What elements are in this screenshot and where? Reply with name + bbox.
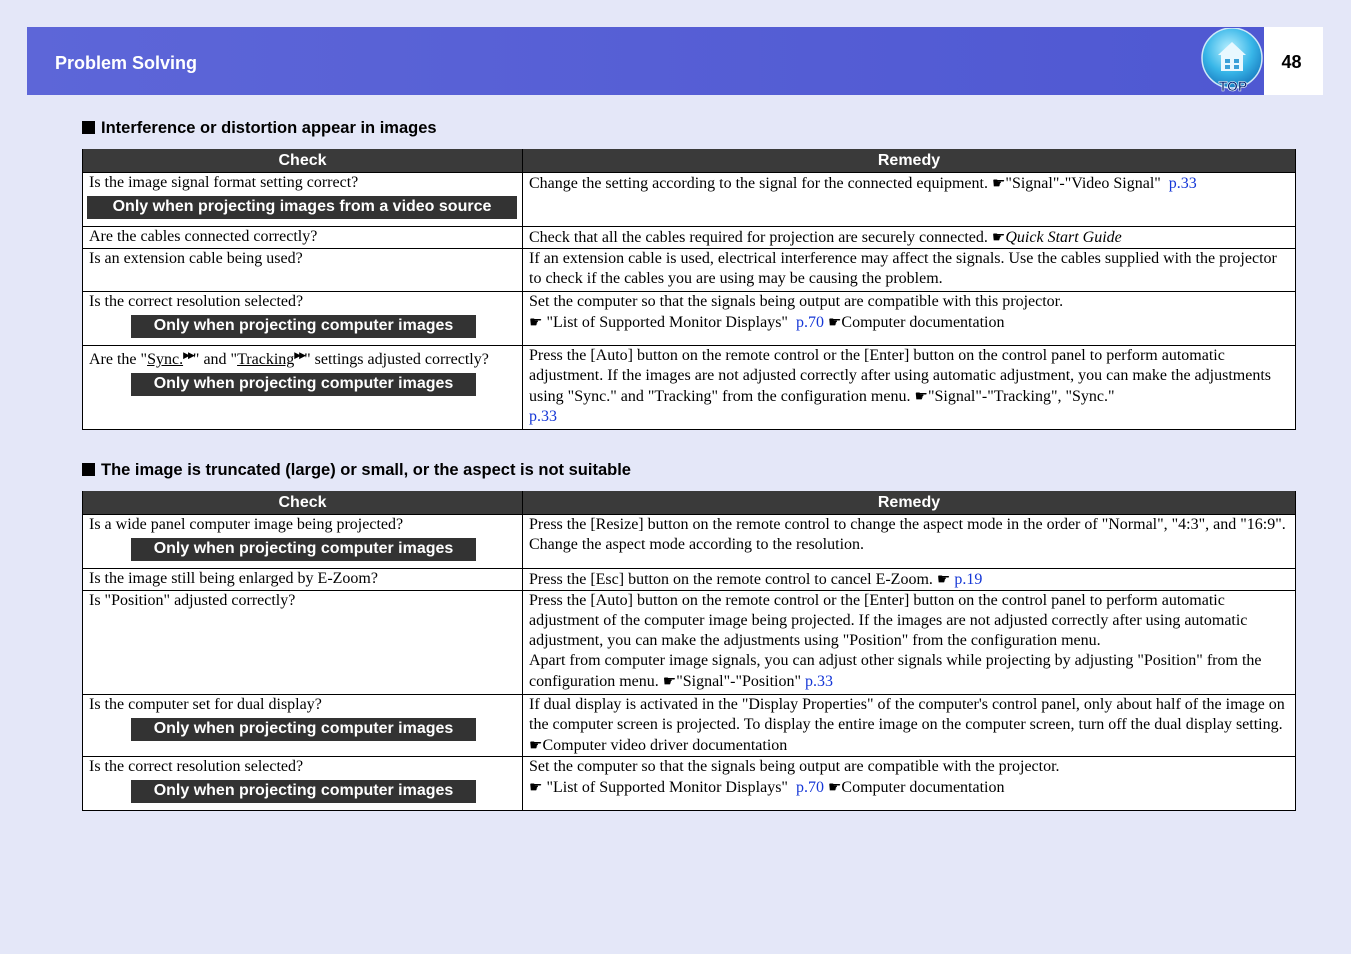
section2-heading-text: The image is truncated (large) or small, or the aspect is not suitable bbox=[101, 461, 631, 479]
remedy-text-2: Apart from computer image signals, you can adjust other signals while projecting by adjusting "Position" from the configuration menu. bbox=[529, 652, 1262, 690]
check-text: Are the "Sync.▶▶" and "Tracking▶▶" settings adjusted correctly? bbox=[89, 351, 489, 368]
condition-badge: Only when projecting computer images bbox=[131, 718, 476, 741]
table-row bbox=[83, 173, 1296, 227]
remedy-ref: "Signal"-"Tracking", "Sync." bbox=[927, 388, 1115, 405]
section1-heading bbox=[82, 119, 437, 138]
sync-glossary-link[interactable]: Sync. bbox=[147, 351, 184, 368]
remedy-text: Press the [Resize] button on the remote control to change the aspect mode in the order of "Normal", "4:3", and "16:9". Change the aspect mode according to the resolution. bbox=[529, 516, 1286, 553]
pointing-hand-icon: ☛ bbox=[827, 778, 842, 796]
check-text: Are the cables connected correctly? bbox=[89, 228, 318, 245]
remedy-text: Change the setting according to the signal for the connected equipment. bbox=[529, 175, 992, 192]
page-link[interactable]: p.33 bbox=[805, 673, 834, 690]
check-text: Is an extension cable being used? bbox=[89, 250, 303, 267]
check-text: Is "Position" adjusted correctly? bbox=[89, 592, 296, 609]
top-house-icon bbox=[1200, 28, 1266, 96]
page-number: 48 bbox=[1281, 52, 1302, 72]
section2-table bbox=[82, 491, 1296, 811]
pointing-hand-icon: ☛ bbox=[529, 313, 543, 331]
double-triangle-icon: ▶▶ bbox=[183, 351, 193, 361]
table-row bbox=[83, 569, 1296, 591]
pointing-hand-icon: ☛ bbox=[914, 387, 928, 405]
pointing-hand-icon: ☛ bbox=[662, 672, 677, 690]
table-row bbox=[83, 227, 1296, 249]
pointing-hand-icon: ☛ bbox=[529, 778, 543, 796]
col-remedy-header: Remedy bbox=[523, 491, 1296, 515]
pointing-hand-icon: ☛ bbox=[827, 313, 842, 331]
remedy-text: Press the [Esc] button on the remote control to cancel E-Zoom. bbox=[529, 571, 937, 588]
check-text: Is the correct resolution selected? bbox=[89, 293, 304, 310]
page-title: Problem Solving bbox=[55, 53, 198, 73]
check-text: Is the computer set for dual display? bbox=[89, 696, 322, 713]
page-number-box bbox=[1264, 27, 1323, 95]
tracking-glossary-link[interactable]: Tracking bbox=[237, 351, 295, 368]
condition-badge: Only when projecting images from a video source bbox=[87, 196, 517, 219]
check-text: Is the correct resolution selected? bbox=[89, 758, 304, 775]
remedy-ref[interactable]: Quick Start Guide bbox=[1005, 229, 1122, 246]
table-row bbox=[83, 249, 1296, 292]
col-remedy-header: Remedy bbox=[523, 149, 1296, 173]
page-link[interactable]: p.33 bbox=[529, 408, 557, 425]
condition-badge: Only when projecting computer images bbox=[131, 373, 476, 396]
double-triangle-icon: ▶▶ bbox=[294, 351, 305, 361]
square-bullet-icon bbox=[82, 121, 95, 134]
page-link[interactable]: p.70 bbox=[795, 779, 824, 796]
pointing-hand-icon: ☛ bbox=[991, 228, 1006, 246]
remedy-text: If dual display is activated in the "Display Properties" of the computer's control panel, only about half of the image on the computer screen is projected. To display the entire image on the computer screen, turn off the dual display setting. bbox=[529, 696, 1285, 733]
remedy-text: Press the [Auto] button on the remote control or the [Enter] button on the control panel to perform automatic adjustment. If the images are not adjusted correctly after using automatic adjustment, you can make the adjustments using "Sync." and "Tracking" from the configuration menu. bbox=[529, 347, 1271, 405]
table-row bbox=[83, 346, 1296, 430]
condition-badge: Only when projecting computer images bbox=[131, 315, 476, 338]
table-row bbox=[83, 292, 1296, 346]
remedy-ref2: Computer documentation bbox=[841, 779, 1005, 796]
col-check-header: Check bbox=[83, 491, 523, 515]
remedy-ref: "Signal"-"Position" bbox=[676, 673, 802, 690]
table-row bbox=[83, 591, 1296, 695]
remedy-text: If an extension cable is used, electrical interference may affect the signals. Use the cables supplied with the projector to check if the cables you are using may be causing the problem. bbox=[529, 250, 1277, 287]
remedy-text: Check that all the cables required for projection are securely connected. bbox=[529, 229, 992, 246]
remedy-ref: Computer video driver documentation bbox=[542, 737, 788, 754]
table-row bbox=[83, 515, 1296, 569]
section2-heading bbox=[82, 461, 631, 480]
condition-badge: Only when projecting computer images bbox=[131, 780, 476, 803]
col-check-header: Check bbox=[83, 149, 523, 173]
section1-table bbox=[82, 149, 1296, 430]
remedy-text: Set the computer so that the signals being output are compatible with this projector. bbox=[529, 293, 1064, 310]
table-row bbox=[83, 757, 1296, 811]
check-text: Is a wide panel computer image being projected? bbox=[89, 516, 404, 533]
remedy-ref2: Computer documentation bbox=[841, 314, 1005, 331]
section1-heading-text: Interference or distortion appear in images bbox=[101, 119, 437, 137]
square-bullet-icon bbox=[82, 463, 95, 476]
top-button[interactable] bbox=[1200, 28, 1266, 96]
condition-badge: Only when projecting computer images bbox=[131, 538, 476, 561]
pointing-hand-icon: ☛ bbox=[936, 570, 951, 588]
check-text: Is the image signal format setting correct? bbox=[89, 174, 359, 191]
page-header bbox=[27, 27, 1264, 95]
remedy-ref: "Signal"-"Video Signal" bbox=[1005, 175, 1161, 192]
remedy-text: Press the [Auto] button on the remote control or the [Enter] button on the control panel to perform automatic adjustment of the computer image being projected. If the images are not adjusted correctly after using automatic adjustment, you can make the adjustments using "Position" from the configuration menu. bbox=[529, 592, 1248, 649]
pointing-hand-icon: ☛ bbox=[991, 174, 1006, 192]
page-link[interactable]: p.19 bbox=[954, 571, 983, 588]
remedy-text: Set the computer so that the signals being output are compatible with the projector. bbox=[529, 758, 1060, 775]
page-link[interactable]: p.33 bbox=[1168, 175, 1197, 192]
pointing-hand-icon: ☛ bbox=[529, 736, 543, 754]
remedy-ref: "List of Supported Monitor Displays" bbox=[542, 779, 788, 796]
page-link[interactable]: p.70 bbox=[795, 314, 824, 331]
top-label: TOP bbox=[1218, 78, 1248, 94]
remedy-ref: "List of Supported Monitor Displays" bbox=[542, 314, 788, 331]
table-row bbox=[83, 695, 1296, 757]
check-text: Is the image still being enlarged by E-Zoom? bbox=[89, 570, 378, 587]
